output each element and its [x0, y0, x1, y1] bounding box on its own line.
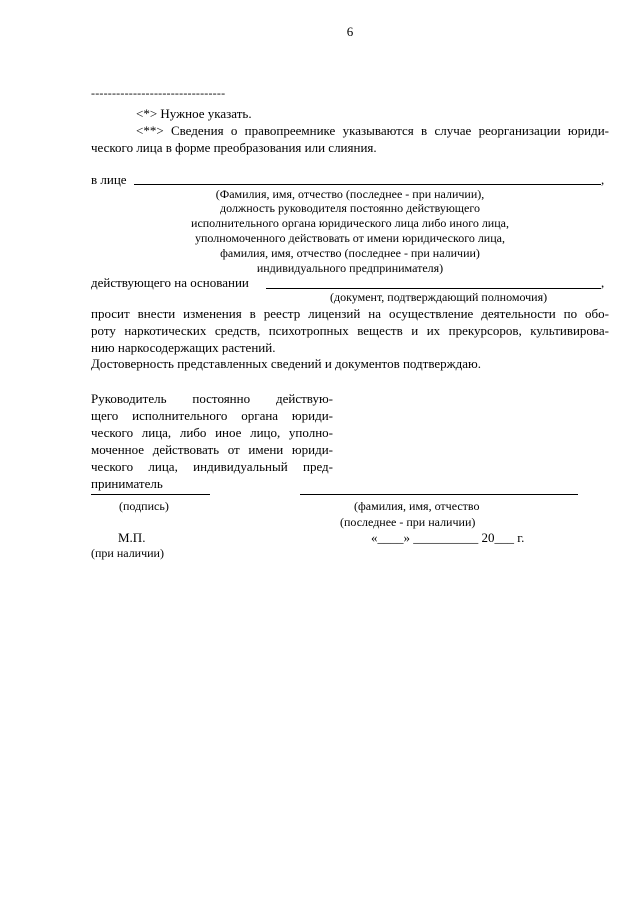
in-person-label: в лице — [91, 172, 127, 187]
stamp-label: М.П. — [118, 530, 146, 545]
signer-line-5: ческого лица, индивидуальный пред- — [91, 459, 333, 474]
basis-hint: (документ, подтверждающий полномочия) — [330, 290, 548, 304]
full-name-label-2: (последнее - при наличии) — [340, 515, 476, 529]
signature-label: (подпись) — [119, 499, 169, 513]
in-person-hint-2: должность руководителя постоянно действующего — [220, 201, 480, 215]
request-line-1: просит внести изменения в реестр лицензий на осуществление деятельности по обо- — [91, 306, 609, 321]
basis-field[interactable] — [266, 288, 601, 289]
footnote-1: <*> Нужное указать. — [136, 106, 252, 121]
in-person-hint-5: фамилия, имя, отчество (последнее - при наличии) — [220, 246, 480, 260]
in-person-comma: , — [601, 172, 605, 187]
signer-line-1: Руководитель постоянно действую- — [91, 391, 333, 406]
request-line-2: роту наркотических средств, психотропных веществ и их прекурсоров, культивирова- — [91, 323, 609, 338]
stamp-note: (при наличии) — [91, 546, 164, 560]
in-person-field[interactable] — [134, 184, 601, 185]
footnote-rule: -------------------------------- — [91, 86, 226, 100]
in-person-hint-3: исполнительного органа юридического лица либо иного лица, — [191, 216, 509, 230]
request-line-3: нию наркосодержащих растений. — [91, 340, 276, 355]
full-name-label: (фамилия, имя, отчество — [354, 499, 480, 513]
full-name-field[interactable] — [300, 494, 578, 495]
confirmation-text: Достоверность представленных сведений и документов подтверждаю. — [91, 356, 481, 371]
signer-line-3: ческого лица, либо иное лицо, уполно- — [91, 425, 333, 440]
signature-field[interactable] — [91, 494, 210, 495]
in-person-hint-6: индивидуального предпринимателя) — [256, 261, 444, 275]
basis-label: действующего на основании — [91, 275, 249, 290]
signer-line-2: щего исполнительного органа юриди- — [91, 408, 333, 423]
signer-line-6: приниматель — [91, 476, 163, 491]
footnote-2-continued: ческого лица в форме преобразования или слияния. — [91, 140, 377, 155]
in-person-hint-4: уполномоченного действовать от имени юридического лица, — [195, 231, 505, 245]
in-person-hint-1: (Фамилия, имя, отчество (последнее - при наличии), — [215, 187, 485, 201]
signer-line-4: моченное действовать от имени юриди- — [91, 442, 333, 457]
footnote-2: <**> Сведения о правопреемнике указываются в случае реорганизации юриди- — [136, 123, 609, 138]
basis-comma: , — [601, 275, 605, 290]
page-number: 6 — [346, 24, 354, 39]
date-line[interactable]: «____» __________ 20___ г. — [371, 530, 525, 545]
